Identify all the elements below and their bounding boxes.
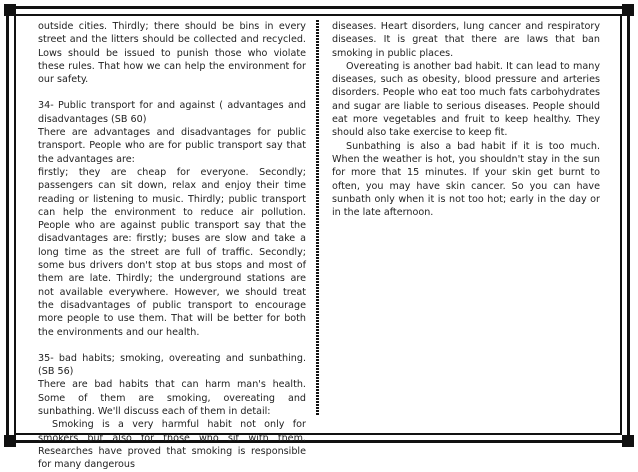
paragraph: diseases. Heart disorders, lung cancer and respiratory diseases. It is great that there are laws that ban smoking in public places. — [332, 21, 600, 59]
paragraph: firstly; they are cheap for everyone. Secondly; passengers can sit down, relax and enjoy their time reading or listening to music. Thirdly; public transport can help the environment to reduce air pollution. People who are against public transport say that the disadvantages are: firstly; buses are slow and take a long time as the street are full of traffic. Secondly; some bus drivers don't stop at bus stops and most of them are late. Thirdly; the underground stations are not available everywhere. However, we should treat the disadvantages of public transport to encourage more people to use them. That will be better for both the environments and our health. — [38, 166, 306, 338]
paragraph: Sunbathing is also a bad habit if it is too much. When the weather is hot, you shouldn't stay in the sun for more that 15 minutes. If your skin get burnt to often, you may have skin cancer. So you can have sunbath only when it is not too hot; early in the day or in the late afternoon. — [332, 140, 600, 219]
section-heading-34: 34- Public transport for and against ( advantages and disadvantages (SB 60) — [38, 100, 306, 125]
paragraph: Smoking is a very harmful habit not only for smokers but also for those who sit with them. Researches have proved that smoking is responsible for many dangerous — [38, 419, 306, 471]
paragraph: There are bad habits that can harm man's health. Some of them are smoking, overeating and sunbathing. We'll discuss each of them in detail: — [38, 379, 306, 418]
paragraph: Overeating is another bad habit. It can lead to many diseases, such as obesity, blood pressure and arteries disorders. People who eat too much fats carbohydrates and sugar are liable to serious diseases. People should eat more vegetables and fruit to keep healthy. They should also take exercise to keep fit. — [332, 60, 600, 139]
left-column — [38, 20, 306, 472]
column-divider — [316, 20, 319, 415]
paragraph: There are advantages and disadvantages for public transport. People who are for public transport say that the advantages are: — [38, 127, 306, 165]
corner-ornament — [622, 435, 634, 447]
paragraph: outside cities. Thirdly; there should be bins in every street and the litters should be collected and recycled. Lows should be issued to punish those who violate these rules. That how we can help the environment for our safety. — [38, 21, 306, 86]
corner-ornament — [622, 4, 634, 16]
section-heading-35: 35- bad habits; smoking, overeating and sunbathing. (SB 56) — [38, 352, 306, 378]
corner-ornament — [4, 4, 16, 16]
corner-ornament — [4, 435, 16, 447]
right-column — [332, 20, 600, 219]
